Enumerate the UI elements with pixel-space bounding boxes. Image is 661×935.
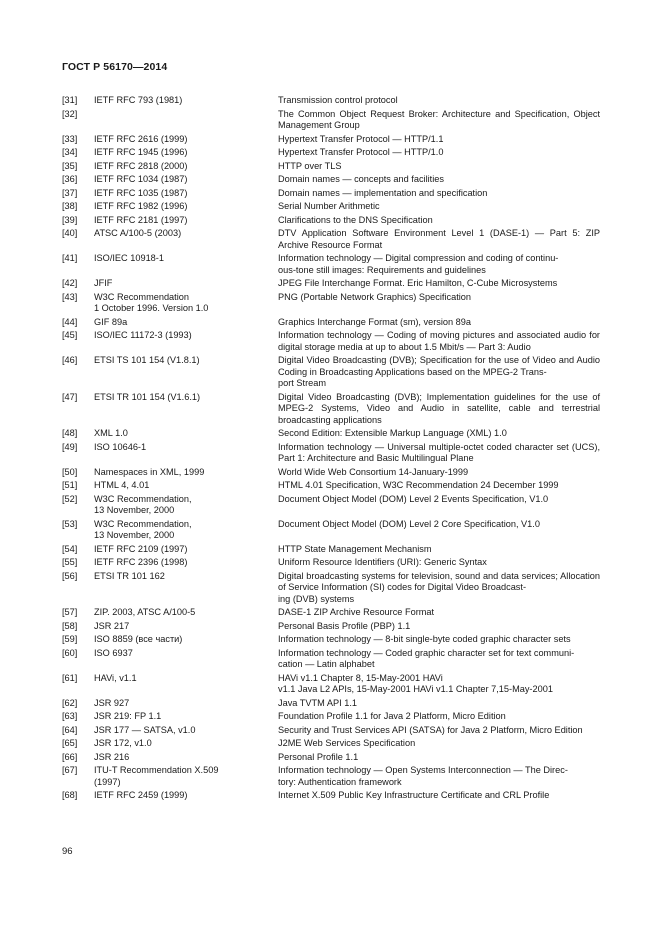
reference-source: JSR 172, v1.0	[94, 738, 152, 748]
reference-number: [40]	[62, 228, 78, 238]
reference-title: Graphics Interchange Format (sm), version 89a	[278, 316, 472, 327]
reference-source: IETF RFC 1982 (1996)	[94, 201, 188, 211]
reference-number: [46]	[62, 355, 78, 365]
reference-number: [57]	[62, 607, 78, 617]
reference-source: ZIP. 2003, ATSC A/100-5	[94, 607, 196, 617]
reference-number: [48]	[62, 428, 78, 438]
reference-source: JSR 216	[94, 751, 130, 762]
reference-source: ISO 6937	[94, 647, 133, 658]
reference-source: IETF RFC 2181 (1997)	[94, 214, 188, 225]
reference-number: [31]	[62, 95, 78, 105]
reference-row	[62, 253, 600, 276]
reference-source: JSR 219: FP 1.1	[94, 711, 162, 721]
reference-title: The Common Object Request Broker: Architecture and Specification, Object Management Group	[278, 108, 600, 130]
reference-row	[62, 392, 600, 427]
reference-row	[62, 571, 600, 606]
reference-number: [44]	[62, 316, 78, 327]
reference-row	[62, 317, 600, 329]
reference-row	[62, 673, 600, 696]
reference-number: [61]	[62, 672, 78, 683]
reference-row	[62, 765, 600, 788]
reference-row	[62, 201, 600, 213]
reference-title: Uniform Resource Identifiers (URI): Generic Syntax	[278, 557, 487, 567]
reference-row	[62, 698, 600, 710]
reference-source: ETSI TR 101 154 (V1.6.1)	[94, 391, 201, 402]
reference-title: Transmission control protocol	[278, 95, 398, 105]
reference-source: ETSI TS 101 154 (V1.8.1)	[94, 355, 200, 365]
reference-title: Digital broadcasting systems for television, sound and data services; Allocation of Service Information (SI) codes for Digital Video Broadcast- ing (DVB) systems	[278, 570, 600, 604]
reference-title: PNG (Portable Network Graphics) Specification	[278, 291, 472, 302]
reference-title: Domain names — implementation and specification	[278, 187, 488, 198]
reference-title: Digital Video Broadcasting (DVB); Implementation guidelines for the use of MPEG-2 Systems, Video and Audio in satellite, cable and terrestrial broadcasting applications	[278, 391, 600, 425]
reference-title: Clarifications to the DNS Specification	[278, 214, 433, 225]
page-number: 96	[62, 846, 73, 857]
reference-source: HAVi, v1.1	[94, 672, 137, 683]
reference-source: IETF RFC 1035 (1987)	[94, 187, 188, 198]
reference-row	[62, 607, 600, 619]
reference-source: IETF RFC 2109 (1997)	[94, 543, 188, 554]
reference-number: [67]	[62, 765, 78, 775]
reference-source: IETF RFC 2616 (1999)	[94, 133, 188, 144]
reference-row	[62, 355, 600, 390]
reference-title: HTML 4.01 Specification, W3C Recommendation 24 December 1999	[278, 480, 559, 490]
reference-row	[62, 442, 600, 465]
reference-title: Document Object Model (DOM) Level 2 Core Specification, V1.0	[278, 518, 540, 529]
reference-title: HAVi v1.1 Chapter 8, 15-May-2001 HAVi v1.1 Java L2 APIs, 15-May-2001 HAVi v1.1 Chapter 7,15-May-2001	[278, 672, 553, 694]
reference-row	[62, 134, 600, 146]
reference-row	[62, 215, 600, 227]
reference-title: Digital Video Broadcasting (DVB); Specification for the use of Video and Audio Coding in Broadcasting Applications based on the MPEG-2 Trans- port Stream	[278, 355, 600, 388]
reference-row	[62, 738, 600, 750]
reference-title: World Wide Web Consortium 14-January-1999	[278, 466, 469, 477]
reference-source: JSR 217	[94, 620, 130, 631]
reference-title: Personal Basis Profile (PBP) 1.1	[278, 620, 411, 631]
reference-title: Information technology — Coded graphic character set for text communi- cation — Latin alphabet	[278, 647, 575, 669]
reference-row	[62, 161, 600, 173]
reference-row	[62, 467, 600, 479]
reference-title: DASE-1 ZIP Archive Resource Format	[278, 607, 435, 617]
reference-number: [51]	[62, 480, 78, 490]
reference-row	[62, 228, 600, 251]
reference-row	[62, 188, 600, 200]
reference-number: [42]	[62, 278, 78, 288]
reference-source: IETF RFC 2459 (1999)	[94, 790, 188, 800]
reference-number: [45]	[62, 330, 78, 340]
reference-number: [35]	[62, 160, 78, 171]
reference-title: Information technology — Open Systems Interconnection — The Direc- tory: Authentication framework	[278, 765, 568, 787]
reference-number: [43]	[62, 291, 78, 302]
reference-title: HTTP over TLS	[278, 160, 342, 171]
reference-number: [60]	[62, 647, 78, 658]
reference-title: Document Object Model (DOM) Level 2 Events Specification, V1.0	[278, 493, 549, 504]
reference-number: [32]	[62, 108, 78, 119]
reference-source: IETF RFC 1034 (1987)	[94, 174, 188, 184]
reference-title: Java TVTM API 1.1	[278, 697, 357, 708]
bibliography-list	[62, 95, 600, 804]
reference-source: ISO 10646-1	[94, 441, 147, 452]
reference-number: [41]	[62, 253, 78, 263]
reference-number: [59]	[62, 634, 78, 644]
reference-source: IETF RFC 1945 (1996)	[94, 147, 188, 157]
reference-source: ITU-T Recommendation X.509 (1997)	[94, 765, 219, 787]
reference-number: [65]	[62, 738, 78, 748]
reference-number: [54]	[62, 543, 78, 554]
reference-number: [36]	[62, 174, 78, 184]
reference-title: HTTP State Management Mechanism	[278, 543, 432, 554]
reference-number: [56]	[62, 570, 78, 581]
reference-source: ETSI TR 101 162	[94, 570, 165, 581]
reference-source: GIF 89a	[94, 316, 128, 327]
reference-title: DTV Application Software Environment Level 1 (DASE-1) — Part 5: ZIP Archive Resource Format	[278, 228, 600, 250]
reference-number: [58]	[62, 620, 78, 631]
reference-number: [47]	[62, 391, 78, 402]
reference-row	[62, 147, 600, 159]
reference-number: [38]	[62, 201, 78, 211]
reference-title: Serial Number Arithmetic	[278, 201, 380, 211]
reference-title: Foundation Profile 1.1 for Java 2 Platform, Micro Edition	[278, 711, 506, 721]
reference-row	[62, 480, 600, 492]
reference-source: W3C Recommendation 1 October 1996. Version 1.0	[94, 291, 209, 313]
reference-number: [34]	[62, 147, 78, 157]
reference-number: [39]	[62, 214, 78, 225]
reference-title: Information technology — 8-bit single-byte coded graphic character sets	[278, 634, 571, 644]
reference-number: [64]	[62, 724, 78, 735]
reference-row	[62, 621, 600, 633]
reference-row	[62, 790, 600, 802]
reference-title: Information technology — Coding of moving pictures and associated audio for digital storage media at up to about 1.5 Mbit/s — Part 3: Audio	[278, 330, 600, 352]
reference-number: [49]	[62, 441, 78, 452]
document-header: ГОСТ Р 56170—2014	[62, 61, 168, 73]
reference-source: IETF RFC 2818 (2000)	[94, 160, 188, 171]
reference-source: XML 1.0	[94, 428, 128, 438]
reference-source: Namespaces in XML, 1999	[94, 466, 205, 477]
reference-source: JFIF	[94, 278, 113, 288]
reference-source: ISO/IEC 10918-1	[94, 253, 164, 263]
reference-source: ISO 8859 (все части)	[94, 634, 183, 644]
reference-row	[62, 648, 600, 671]
reference-row	[62, 557, 600, 569]
reference-row	[62, 109, 600, 132]
reference-number: [62]	[62, 697, 78, 708]
reference-number: [50]	[62, 466, 78, 477]
reference-row	[62, 752, 600, 764]
reference-source: JSR 927	[94, 697, 130, 708]
reference-number: [68]	[62, 790, 78, 800]
reference-source: W3C Recommendation, 13 November, 2000	[94, 518, 192, 540]
reference-source: ISO/IEC 11172-3 (1993)	[94, 330, 192, 340]
reference-row	[62, 330, 600, 353]
reference-title: Information technology — Digital compression and coding of continu- ous-tone still images: Requirements and guidelines	[278, 253, 559, 275]
reference-source: ATSC A/100-5 (2003)	[94, 228, 182, 238]
reference-row	[62, 278, 600, 290]
reference-number: [33]	[62, 133, 78, 144]
reference-row	[62, 711, 600, 723]
reference-number: [37]	[62, 187, 78, 198]
reference-row	[62, 494, 600, 517]
reference-source: HTML 4, 4.01	[94, 480, 150, 490]
reference-source: W3C Recommendation, 13 November, 2000	[94, 493, 192, 515]
reference-title: Hypertext Transfer Protocol — HTTP/1.1	[278, 133, 444, 144]
reference-number: [53]	[62, 518, 78, 529]
reference-row	[62, 174, 600, 186]
reference-title: JPEG File Interchange Format. Eric Hamilton, C-Cube Microsystems	[278, 278, 558, 288]
reference-title: Hypertext Transfer Protocol — HTTP/1.0	[278, 147, 444, 157]
reference-title: J2ME Web Services Specification	[278, 738, 416, 748]
reference-row	[62, 634, 600, 646]
reference-number: [55]	[62, 557, 78, 567]
reference-title: Second Edition: Extensible Markup Language (XML) 1.0	[278, 428, 507, 438]
reference-number: [63]	[62, 711, 78, 721]
reference-source: JSR 177 — SATSA, v1.0	[94, 724, 196, 735]
reference-row	[62, 292, 600, 315]
reference-title: Domain names — concepts and facilities	[278, 174, 444, 184]
reference-title: Personal Profile 1.1	[278, 751, 359, 762]
reference-source: IETF RFC 2396 (1998)	[94, 557, 188, 567]
reference-title: Information technology — Universal multiple-octet coded character set (UCS), Part 1: Architecture and Basic Multilingual Plane	[278, 441, 600, 463]
reference-row	[62, 544, 600, 556]
reference-title: Internet X.509 Public Key Infrastructure Certificate and CRL Profile	[278, 790, 550, 800]
reference-row	[62, 725, 600, 737]
reference-row	[62, 95, 600, 107]
reference-source: IETF RFC 793 (1981)	[94, 95, 183, 105]
reference-number: [66]	[62, 751, 78, 762]
reference-row	[62, 428, 600, 440]
reference-number: [52]	[62, 493, 78, 504]
reference-title: Security and Trust Services API (SATSA) for Java 2 Platform, Micro Edition	[278, 724, 583, 735]
reference-row	[62, 519, 600, 542]
